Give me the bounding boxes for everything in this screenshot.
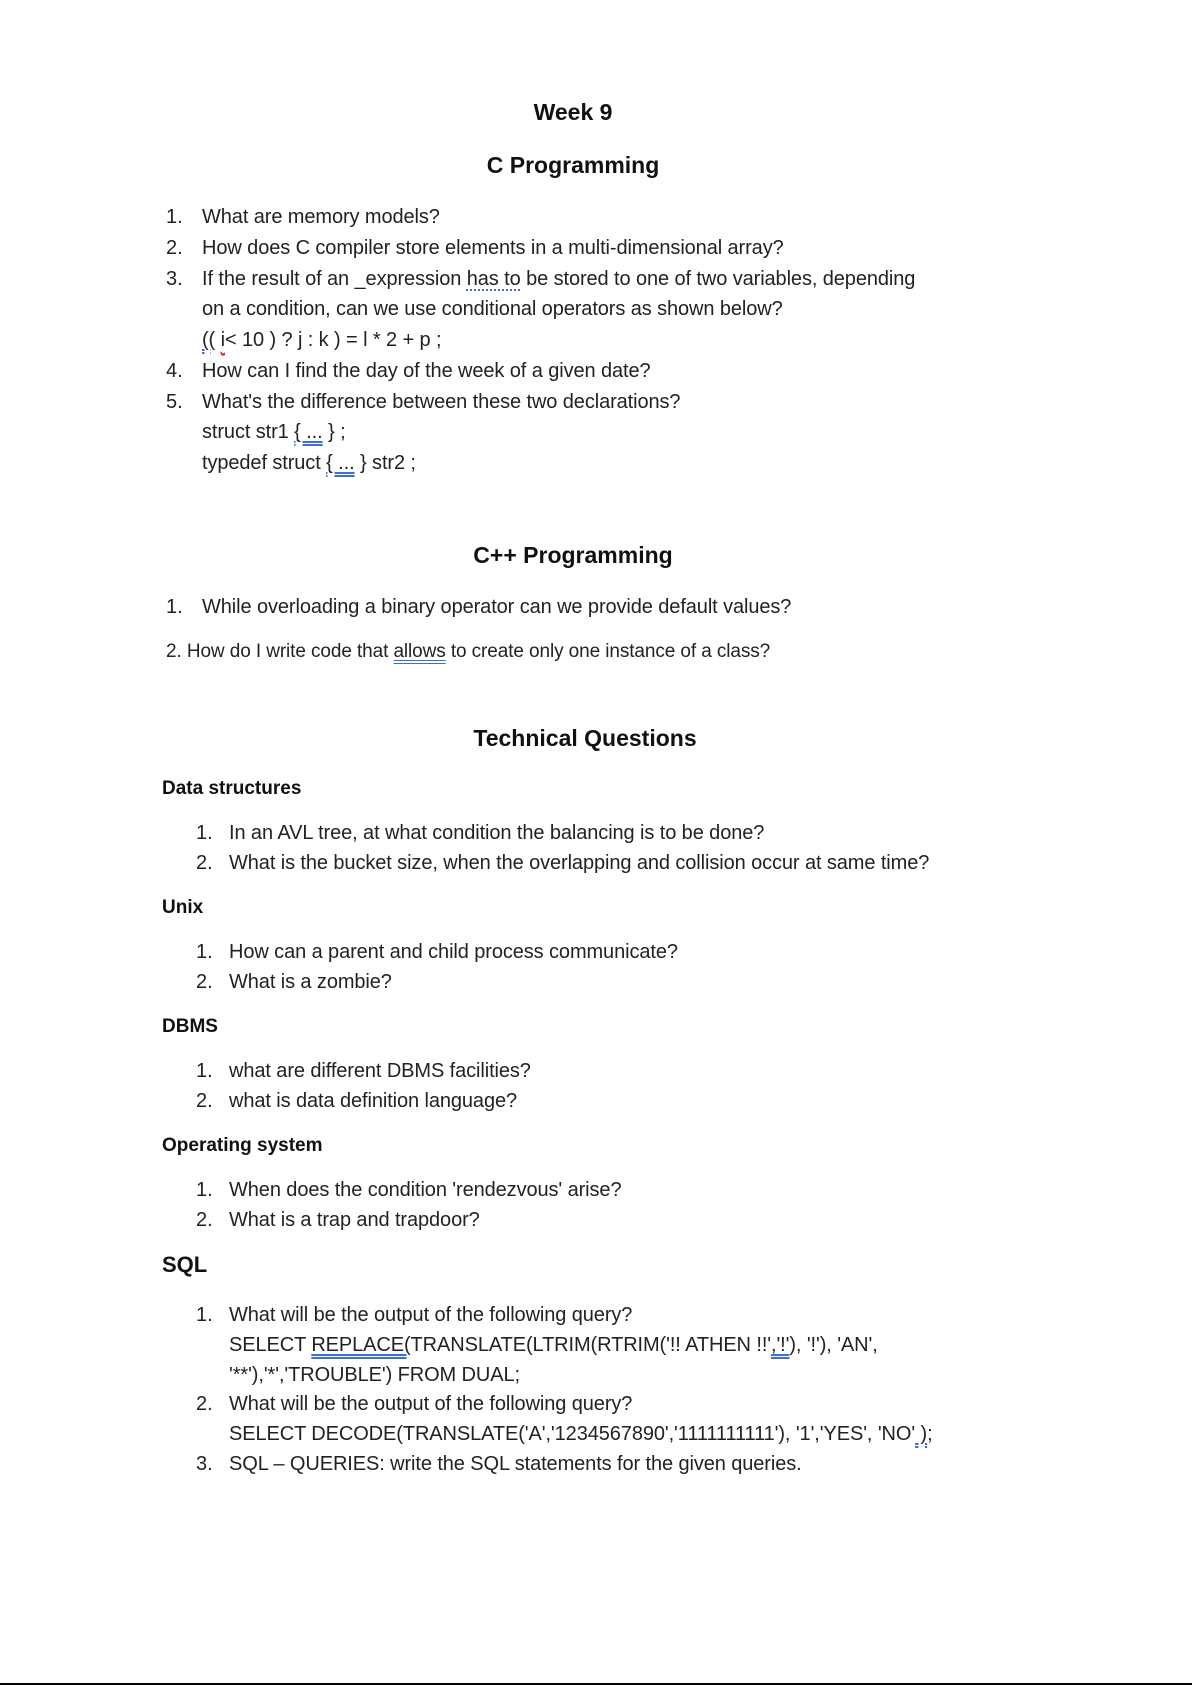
list-item (166, 641, 770, 663)
text-segment: to create only one instance of a class? (445, 641, 771, 662)
list-item-number: 1. (196, 1060, 213, 1082)
grammar-flagged-text[interactable]: ) (915, 1423, 928, 1445)
text-segment: TRANSLATE(LTRIM(RTRIM('!! ATHEN !!' (410, 1334, 771, 1356)
list-item-number: 1. (166, 596, 183, 618)
grammar-flagged-text[interactable]: (( (202, 329, 216, 351)
grammar-flagged-text[interactable]: { ... (294, 421, 323, 443)
list-item-number: 1. (196, 1304, 213, 1326)
style-flagged-text[interactable]: has to (466, 268, 521, 290)
section-heading-cpp-programming: C++ Programming (473, 542, 673, 568)
list-item (202, 268, 915, 291)
subsection-heading-operating-system: Operating system (162, 1135, 323, 1156)
list-item-number: 2. (166, 237, 183, 259)
text-segment: ; (927, 1423, 933, 1445)
code-snippet (202, 452, 416, 475)
list-item-number: 2. (196, 971, 213, 993)
grammar-flagged-text[interactable]: REPLACE( (311, 1334, 411, 1356)
list-item: What will be the output of the following query? (229, 1393, 633, 1415)
code-snippet-continuation: '**'),'*','TROUBLE') FROM DUAL; (229, 1364, 520, 1386)
text-segment: If the result of an _expression (202, 268, 467, 290)
list-item-number: 1. (196, 941, 213, 963)
section-heading-c-programming: C Programming (486, 152, 660, 178)
text-segment: How do I write code that (186, 641, 394, 662)
list-item: What are memory models? (202, 206, 440, 228)
list-item-number: 2. (166, 641, 182, 662)
code-snippet (202, 421, 346, 444)
text-segment: } str2 ; (354, 452, 416, 474)
text-segment: ), '!'), 'AN', (789, 1334, 878, 1356)
list-item: what are different DBMS facilities? (229, 1060, 531, 1082)
list-item-continuation: on a condition, can we use conditional operators as shown below? (202, 298, 783, 320)
code-snippet (229, 1423, 933, 1446)
subsection-heading-dbms: DBMS (162, 1016, 218, 1037)
text-segment: struct str1 (202, 421, 295, 443)
list-item-number: 3. (196, 1453, 213, 1475)
code-snippet (229, 1334, 878, 1357)
list-item: What is a zombie? (229, 971, 392, 993)
list-item-number: 5. (166, 391, 183, 413)
list-item: SQL – QUERIES: write the SQL statements for the given queries. (229, 1453, 802, 1475)
list-item: What is a trap and trapdoor? (229, 1209, 480, 1231)
document-title: Week 9 (533, 99, 613, 125)
list-item: In an AVL tree, at what condition the balancing is to be done? (229, 822, 765, 844)
list-item: What is the bucket size, when the overlapping and collision occur at same time? (229, 852, 930, 874)
text-segment: SELECT DECODE(TRANSLATE('A','1234567890','1111111111'), '1','YES', 'NO' (229, 1423, 916, 1445)
list-item-number: 1. (196, 822, 213, 844)
grammar-flagged-text[interactable]: allows (393, 641, 446, 662)
list-item-number: 2. (196, 1393, 213, 1415)
list-item-number: 1. (166, 206, 183, 228)
subsection-heading-sql: SQL (162, 1252, 208, 1277)
text-segment: typedef struct (202, 452, 327, 474)
list-item: How can I find the day of the week of a given date? (202, 360, 651, 382)
grammar-flagged-text[interactable]: { ... (326, 452, 355, 474)
list-item-number: 2. (196, 1090, 213, 1112)
list-item-number: 2. (196, 852, 213, 874)
list-item: How can a parent and child process communicate? (229, 941, 678, 963)
subsection-heading-data-structures: Data structures (162, 778, 302, 799)
list-item-number: 3. (166, 268, 183, 290)
list-item: what is data definition language? (229, 1090, 518, 1112)
list-item: When does the condition 'rendezvous' arise? (229, 1179, 622, 1201)
text-segment: be stored to one of two variables, depending (520, 268, 916, 290)
grammar-flagged-text[interactable]: ,'!' (771, 1334, 790, 1356)
list-item: What will be the output of the following query? (229, 1304, 633, 1326)
spelling-flagged-text[interactable]: i (220, 329, 225, 351)
list-item: What's the difference between these two declarations? (202, 391, 681, 413)
list-item-number: 4. (166, 360, 183, 382)
list-item-number: 1. (196, 1179, 213, 1201)
list-item-number: 2. (196, 1209, 213, 1231)
list-item: While overloading a binary operator can we provide default values? (202, 596, 792, 618)
subsection-heading-unix: Unix (162, 897, 204, 918)
code-snippet (202, 329, 442, 352)
text-segment: SELECT (229, 1334, 312, 1356)
text-segment: < 10 ) ? j : k ) = l * 2 + p ; (224, 329, 442, 351)
list-item: How does C compiler store elements in a multi-dimensional array? (202, 237, 784, 259)
text-segment: } ; (322, 421, 346, 443)
section-heading-technical-questions: Technical Questions (473, 725, 697, 751)
